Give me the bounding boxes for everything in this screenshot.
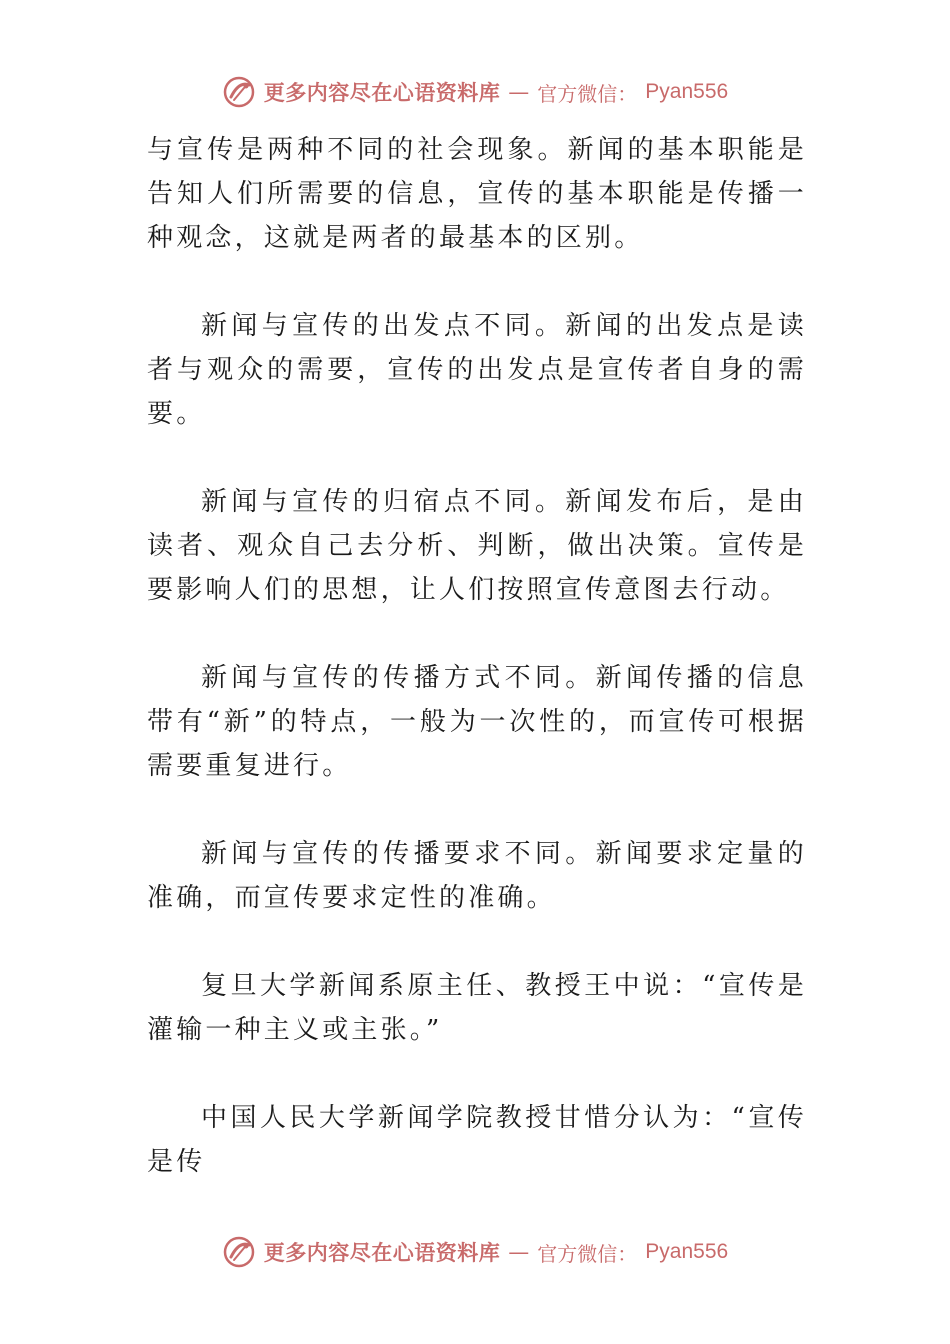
paragraph-spacer <box>147 920 807 964</box>
paragraph-3: 新闻与宣传的归宿点不同。新闻发布后，是由读者、观众自己去分析、判断，做出决策。宣传是要影响人们的思想，让人们按照宣传意图去行动。 <box>147 487 807 605</box>
watermark-wechat-id: Pyan556 <box>645 80 729 103</box>
paragraph-2: 新闻与宣传的出发点不同。新闻的出发点是读者与观众的需要，宣传的出发点是宣传者自身的需要。 <box>147 311 807 429</box>
paragraph-spacer <box>147 260 807 304</box>
watermark-separator: — <box>508 1240 530 1264</box>
paragraph-spacer <box>147 1052 807 1096</box>
watermark-main-text: 更多内容尽在心语资料库 <box>263 1240 501 1265</box>
watermark-main-text: 更多内容尽在心语资料库 <box>263 80 501 105</box>
paragraph-7: 中国人民大学新闻学院教授甘惜分认为：“宣传是传 <box>147 1103 807 1177</box>
paragraph-spacer <box>147 436 807 480</box>
brand-logo-icon <box>222 1235 256 1269</box>
paragraph-4: 新闻与宣传的传播方式不同。新闻传播的信息带有“新”的特点，一般为一次性的，而宣传可根据需要重复进行。 <box>147 663 807 781</box>
document-body <box>147 128 807 1184</box>
watermark-wechat-label: 官方微信： <box>537 81 638 106</box>
paragraph-spacer <box>147 612 807 656</box>
paragraph-1: 与宣传是两种不同的社会现象。新闻的基本职能是告知人们所需要的信息，宣传的基本职能是传播一种观念，这就是两者的最基本的区别。 <box>147 135 807 253</box>
brand-logo-icon <box>222 75 256 109</box>
paragraph-5: 新闻与宣传的传播要求不同。新闻要求定量的准确，而宣传要求定性的准确。 <box>147 839 807 913</box>
paragraph-6: 复旦大学新闻系原主任、教授王中说：“宣传是灌输一种主义或主张。” <box>147 971 807 1045</box>
header-watermark <box>0 72 950 112</box>
watermark-wechat-label: 官方微信： <box>537 1241 638 1266</box>
footer-watermark <box>0 1232 950 1272</box>
paragraph-spacer <box>147 788 807 832</box>
watermark-separator: — <box>508 80 530 104</box>
watermark-wechat-id: Pyan556 <box>645 1240 729 1263</box>
